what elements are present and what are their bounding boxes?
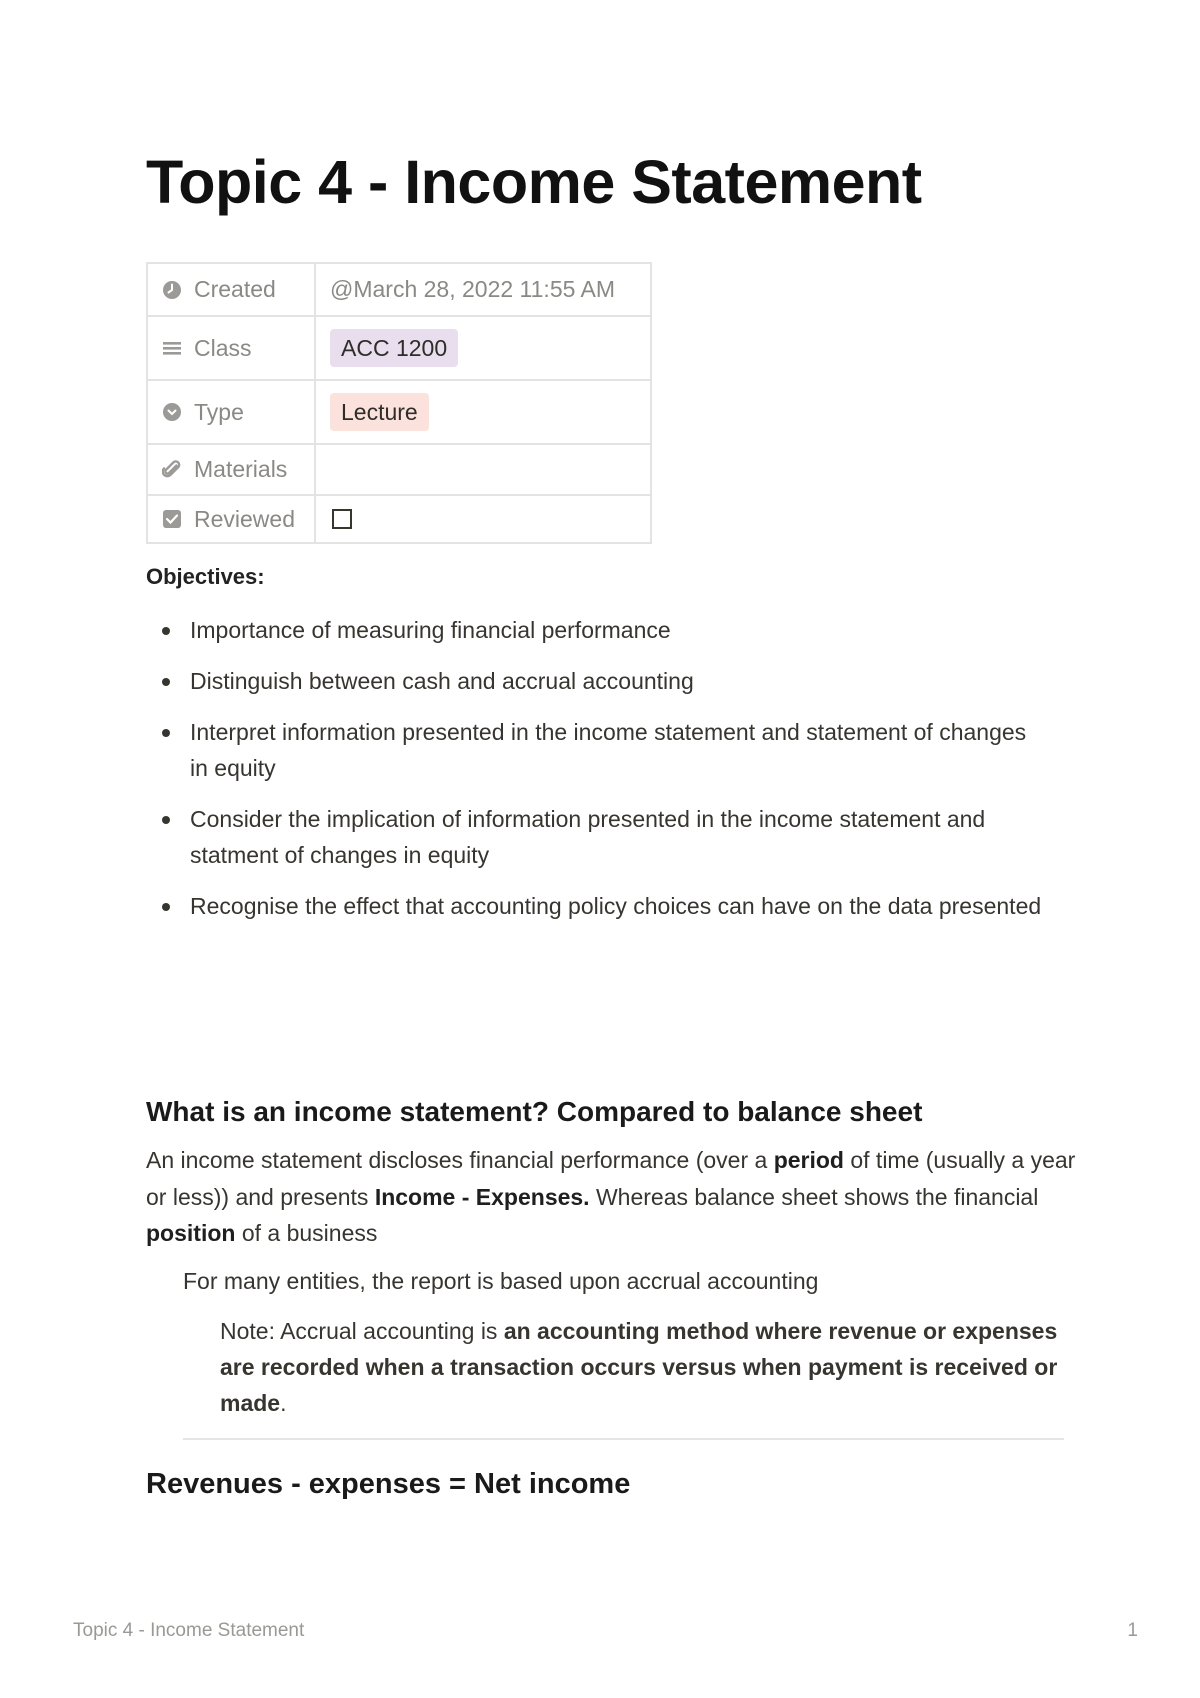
property-row-class: [147, 316, 651, 380]
list-item: Recognise the effect that accounting policy choices can have on the data presented: [146, 888, 1046, 924]
objectives-label: Objectives:: [146, 564, 265, 589]
section-heading-income-statement: What is an income statement? Compared to balance sheet: [146, 1096, 923, 1127]
property-label-materials: Materials: [194, 456, 288, 482]
property-label-type: Type: [194, 398, 244, 425]
select-icon: [162, 402, 182, 422]
property-row-created: [147, 263, 651, 316]
objectives-list: [146, 612, 1046, 939]
checkbox-icon: [162, 509, 182, 529]
accrual-basis-text: For many entities, the report is based upon accrual accounting: [183, 1268, 819, 1294]
list-item: Consider the implication of information presented in the income statement and statment of changes in equity: [146, 801, 1046, 873]
attachment-icon: [162, 460, 182, 480]
bullet-icon: [162, 678, 170, 686]
bullet-icon: [162, 903, 170, 911]
property-row-reviewed: [147, 495, 651, 543]
property-row-type: [147, 380, 651, 444]
list-item: Importance of measuring financial performance: [146, 612, 1046, 648]
properties-table: [146, 262, 652, 544]
class-tag[interactable]: ACC 1200: [330, 329, 458, 367]
materials-value[interactable]: [315, 444, 651, 495]
bullet-icon: [162, 729, 170, 737]
type-tag[interactable]: Lecture: [330, 393, 429, 431]
reviewed-checkbox[interactable]: [332, 509, 352, 529]
bullet-icon: [162, 816, 170, 824]
clock-icon: [162, 280, 182, 300]
section-heading-net-income: Revenues - expenses = Net income: [146, 1468, 631, 1500]
bullet-icon: [162, 627, 170, 635]
created-date: @March 28, 2022 11:55 AM: [330, 276, 616, 302]
footer-title: Topic 4 - Income Statement: [73, 1620, 305, 1641]
property-label-created: Created: [194, 276, 276, 302]
divider: [183, 1438, 1064, 1440]
page-title: Topic 4 - Income Statement: [146, 148, 922, 216]
property-row-materials: [147, 444, 651, 495]
property-label-reviewed: Reviewed: [194, 505, 295, 532]
list-item: Distinguish between cash and accrual accounting: [146, 663, 1046, 699]
property-label-class: Class: [194, 334, 252, 361]
accrual-note: Note: Accrual accounting is an accounting method where revenue or expenses are recorded when a transaction occurs versus when payment is received or made.: [220, 1318, 1058, 1416]
page-number: 1: [1127, 1620, 1138, 1641]
income-statement-paragraph: An income statement discloses financial performance (over a period of time (usually a year or less)) and presents Income - Expenses. Whereas balance sheet shows the financial position of a business: [146, 1147, 1076, 1246]
list-icon: [162, 338, 182, 358]
list-item: Interpret information presented in the income statement and statement of changes in equity: [146, 714, 1046, 786]
